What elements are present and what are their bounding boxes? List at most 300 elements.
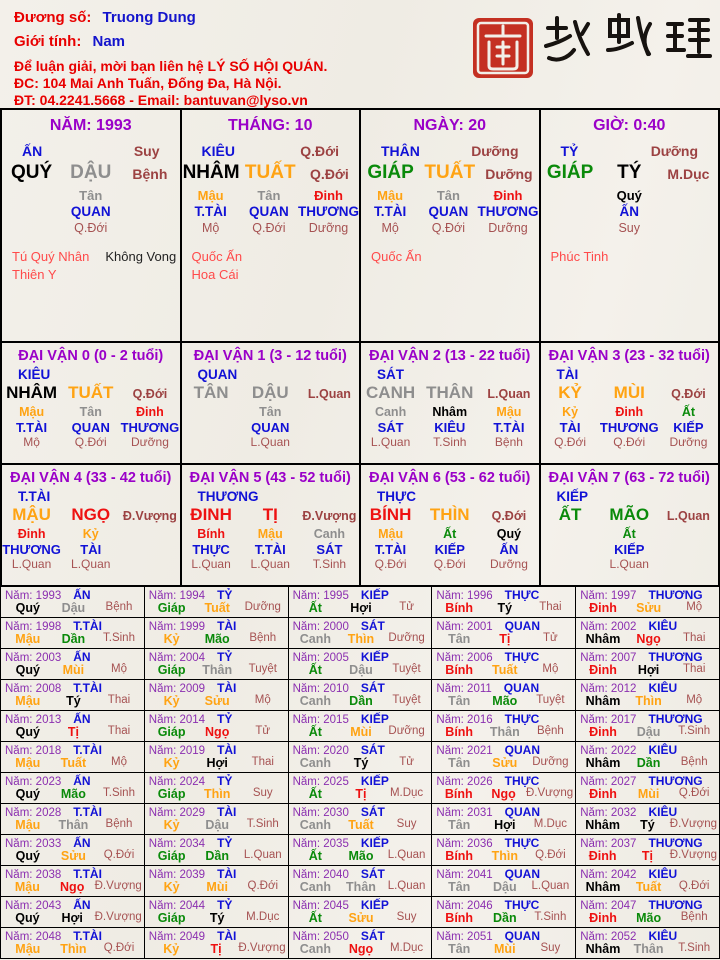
year-stage: T.Sinh: [678, 942, 711, 954]
year-branch: Dậu: [492, 880, 517, 894]
year-stage: Tuyệt: [392, 663, 421, 675]
year-cell: [576, 928, 720, 959]
hidden-ten-god: THƯƠNG: [599, 420, 659, 435]
daivan-cell: [2, 465, 182, 587]
year-stage: Tử: [255, 725, 271, 737]
year-stem: Canh: [299, 756, 332, 770]
year-line-1: [436, 650, 573, 664]
year-cell: [576, 804, 720, 835]
year-branch: Sửu: [204, 694, 230, 708]
owner-label: Đương số:: [14, 9, 92, 26]
year-line-1: [293, 650, 430, 664]
pillar-stage: Q.Đới: [310, 166, 349, 182]
year-line-1: [293, 774, 430, 788]
year-line-2: [149, 694, 286, 708]
year-cell: [1, 587, 145, 618]
year-label: Năm: 2004: [148, 652, 206, 664]
year-label: Năm: 2038: [5, 869, 62, 881]
year-stage: T.Sinh: [246, 818, 279, 830]
year-line-2: [293, 756, 430, 770]
year-stage: Bệnh: [680, 911, 708, 923]
year-branch: Tý: [497, 601, 513, 615]
year-label: Năm: 2044: [148, 900, 206, 912]
year-line-1: [5, 650, 142, 664]
year-stem: Đinh: [589, 601, 617, 615]
year-branch: Dần: [205, 849, 229, 863]
year-stage: Suy: [252, 787, 273, 799]
year-ten-god: T.TÀI: [73, 619, 102, 633]
year-cell: [289, 587, 433, 618]
daivan-top-god: THỰC: [377, 489, 416, 504]
hidden-stem-column: [61, 527, 120, 572]
year-cell: [432, 618, 576, 649]
daivan-title: ĐẠI VẬN 2 (13 - 22 tuổi): [369, 348, 531, 364]
pillar-main-row: [182, 162, 360, 184]
year-line-2: [580, 942, 717, 956]
hidden-stem-column: [2, 405, 61, 450]
pillar-top-row: [361, 143, 539, 159]
daivan-branch: MÃO: [609, 505, 650, 524]
year-stem: Bính: [445, 663, 474, 677]
daivan-main-row: [2, 505, 180, 525]
year-stem: Mậu: [15, 632, 41, 646]
year-ten-god: ẤN: [73, 774, 91, 788]
hidden-stem: Mậu: [257, 527, 283, 541]
hidden-ten-god: T.TÀI: [194, 204, 227, 219]
year-line-2: [149, 942, 286, 956]
year-ten-god: ẤN: [73, 836, 91, 850]
year-branch: Hợi: [350, 601, 372, 615]
pillar-cell: [361, 110, 541, 343]
year-line-2: [293, 849, 430, 863]
year-label: Năm: 2019: [148, 745, 206, 757]
hidden-stem-column: [61, 188, 120, 236]
year-line-2: [436, 849, 573, 863]
hidden-stem: Đinh: [314, 188, 343, 203]
year-branch: Thân: [489, 725, 520, 739]
year-label: Năm: 2041: [436, 869, 493, 881]
year-stage: Tuyệt: [248, 663, 277, 675]
year-line-1: [149, 774, 286, 788]
year-cell: [1, 680, 145, 711]
year-line-1: [436, 619, 573, 633]
year-stem: Mậu: [15, 942, 41, 956]
daivan-cell: [541, 465, 720, 587]
year-branch: Thân: [346, 880, 376, 894]
hidden-ten-god: THƯƠNG: [298, 204, 359, 219]
year-branch: Thân: [633, 942, 664, 956]
star-label: Thiên Y: [12, 267, 57, 282]
year-label: Năm: 2042: [580, 869, 637, 881]
daivan-stem: MẬU: [12, 505, 51, 524]
hidden-stem: Ất: [443, 527, 457, 541]
daivan-stage: Đ.Vượng: [302, 509, 357, 523]
pillar-branch: DẬU: [70, 162, 112, 183]
pillar-stem: GIÁP: [367, 162, 414, 183]
year-stem: Giáp: [157, 663, 186, 677]
hidden-stem: Canh: [374, 405, 407, 419]
year-ten-god: TỶ: [217, 836, 233, 850]
year-line-1: [5, 805, 142, 819]
year-cell: [576, 587, 720, 618]
year-line-1: [580, 867, 717, 881]
year-label: Năm: 2040: [292, 869, 349, 881]
year-branch: Dậu: [61, 601, 86, 615]
pillar-stem: NHÂM: [182, 162, 240, 183]
hidden-stem-column: [541, 405, 600, 450]
year-stage: Q.Đới: [678, 787, 710, 799]
hidden-ten-god: ẤN: [619, 204, 639, 219]
hidden-stem-column: [541, 188, 600, 236]
year-line-1: [149, 867, 286, 881]
year-stem: Giáp: [157, 849, 186, 863]
pillar-title: THÁNG: 10: [228, 117, 313, 134]
daivan-main-row: [541, 383, 719, 403]
year-ten-god: KIÊU: [648, 929, 678, 943]
daivan-stage: L.Quan: [666, 509, 710, 523]
year-label: Năm: 2012: [580, 683, 637, 695]
hidden-ten-god: T.TÀI: [375, 542, 407, 557]
year-line-2: [436, 818, 573, 832]
year-line-2: [5, 849, 142, 863]
daivan-title: ĐẠI VẬN 1 (3 - 12 tuổi): [193, 348, 347, 364]
year-label: Năm: 2033: [5, 838, 62, 850]
year-stem: Đinh: [589, 911, 617, 925]
year-cell: [576, 680, 720, 711]
year-stage: Bệnh: [105, 601, 133, 613]
year-line-2: [5, 663, 142, 677]
pillar-title: NĂM: 1993: [49, 117, 132, 134]
hidden-stem-column: [61, 405, 120, 450]
year-line-2: [5, 818, 142, 832]
hidden-stem: Tân: [257, 188, 281, 203]
year-line-1: [5, 774, 142, 788]
year-line-1: [5, 836, 142, 850]
hidden-stem: Canh: [313, 527, 346, 541]
year-cell: [289, 804, 433, 835]
year-line-2: [436, 756, 573, 770]
hidden-stage: Dưỡng: [130, 435, 169, 449]
year-cell: [1, 773, 145, 804]
year-line-1: [436, 712, 573, 726]
year-branch: Hợi: [61, 911, 83, 925]
year-line-2: [580, 694, 717, 708]
year-ten-god: THƯƠNG: [648, 836, 703, 850]
daivan-main-row: [541, 505, 719, 525]
year-stage: Q.Đới: [247, 880, 279, 892]
year-line-1: [436, 836, 573, 850]
hidden-stem-column: [300, 527, 359, 572]
daivan-branch: DẬU: [251, 383, 289, 402]
year-label: Năm: 2001: [436, 621, 493, 633]
daivan-cell: [361, 465, 541, 587]
year-ten-god: KIÊU: [648, 619, 678, 633]
pillar-main-row: [541, 162, 719, 184]
hidden-ten-god: T.TÀI: [16, 420, 48, 435]
year-ten-god: TÀI: [217, 867, 237, 881]
hidden-stage: Q.Đới: [374, 557, 407, 571]
year-label: Năm: 2036: [436, 838, 493, 850]
year-line-2: [149, 787, 286, 801]
year-label: Năm: 2020: [292, 745, 349, 757]
year-label: Năm: 2034: [148, 838, 206, 850]
year-ten-god: TỶ: [217, 898, 233, 912]
year-stem: Kỷ: [163, 756, 180, 770]
year-label: Năm: 1999: [148, 621, 206, 633]
year-stem: Quý: [15, 725, 40, 739]
daivan-top-row: [541, 489, 719, 504]
hidden-stem: Mậu: [197, 188, 224, 203]
year-stage: Đ.Vượng: [525, 787, 574, 799]
year-branch: Thìn: [347, 632, 375, 646]
year-cell: [145, 773, 289, 804]
year-line-2: [580, 818, 717, 832]
hidden-stem-column: [361, 405, 420, 450]
star-line: [192, 248, 360, 266]
daivan-hidden-stems: [541, 527, 719, 572]
year-stage: Q.Đới: [678, 880, 710, 892]
year-label: Năm: 1994: [148, 590, 206, 602]
year-line-2: [293, 725, 430, 739]
year-stem: Quý: [15, 663, 40, 677]
year-cell: [1, 835, 145, 866]
year-ten-god: KIẾP: [360, 712, 389, 726]
pillar-main-row: [361, 162, 539, 184]
year-line-2: [293, 663, 430, 677]
year-ten-god: TÀI: [217, 681, 237, 695]
year-ten-god: TỶ: [217, 712, 233, 726]
hidden-ten-god: TÀI: [80, 542, 102, 557]
year-line-2: [293, 787, 430, 801]
year-line-2: [436, 725, 573, 739]
hidden-stage: Q.Đới: [74, 221, 108, 235]
year-ten-god: KIẾP: [360, 898, 389, 912]
hidden-stem: Đinh: [17, 527, 46, 541]
year-stem: Quý: [15, 911, 40, 925]
hidden-stem-column: [120, 188, 179, 236]
pillar-main-row: [2, 162, 180, 184]
daivan-cell: [2, 343, 182, 465]
year-stage: Thai: [683, 632, 706, 644]
year-line-1: [149, 619, 286, 633]
star-line: [371, 248, 539, 266]
hidden-stem: Kỷ: [562, 405, 579, 419]
pillar-cell: [182, 110, 362, 343]
year-branch: Mùi: [62, 663, 85, 677]
year-ten-god: T.TÀI: [73, 681, 102, 695]
year-label: Năm: 2023: [5, 776, 62, 788]
year-line-2: [293, 632, 430, 646]
year-ten-god: KIÊU: [648, 743, 678, 757]
year-line-2: [436, 880, 573, 894]
year-stage: L.Quan: [387, 849, 426, 861]
year-ten-god: TÀI: [217, 743, 237, 757]
year-label: Năm: 2028: [5, 807, 62, 819]
pillar-title: GIỜ: 0:40: [593, 117, 666, 134]
year-cell: [289, 866, 433, 897]
daivan-branch: TỊ: [262, 505, 278, 524]
year-branch: Ngọ: [348, 942, 374, 956]
pillar-branch: TUẤT: [424, 162, 476, 183]
year-line-2: [149, 756, 286, 770]
year-stem: Đinh: [588, 849, 617, 863]
year-line-2: [580, 880, 717, 894]
daivan-cell: [361, 343, 541, 465]
year-branch: Tuất: [492, 663, 518, 677]
year-label: Năm: 2021: [436, 745, 493, 757]
year-label: Năm: 2006: [436, 652, 493, 664]
logo-calligraphy: [542, 10, 712, 74]
year-branch: Tý: [353, 756, 369, 770]
year-label: Năm: 1993: [5, 590, 62, 602]
year-stem: Bính: [445, 725, 474, 739]
year-line-1: [436, 588, 573, 602]
hidden-stem-column: [2, 188, 61, 236]
hidden-stem-column: [241, 527, 300, 572]
year-line-2: [5, 787, 142, 801]
year-label: Năm: 2039: [148, 869, 206, 881]
year-line-1: [293, 619, 430, 633]
pillar-top-god: THÂN: [381, 143, 420, 159]
year-line-2: [5, 756, 142, 770]
hidden-stem-column: [600, 188, 659, 236]
daivan-hidden-stems: [361, 405, 539, 450]
year-stage: L.Quan: [243, 849, 282, 861]
pillar-hidden-stems: [361, 188, 539, 236]
daivan-branch: THÌN: [429, 505, 470, 524]
hidden-stem-column: [298, 188, 359, 236]
hidden-ten-god: QUAN: [428, 204, 469, 219]
daivan-top-row: [182, 367, 360, 382]
year-stem: Mậu: [15, 694, 41, 708]
hidden-stage: Q.Đới: [252, 221, 286, 235]
hidden-ten-god: THƯƠNG: [2, 542, 61, 557]
year-label: Năm: 2015: [292, 714, 349, 726]
year-branch: Sửu: [492, 756, 518, 770]
year-cell: [145, 587, 289, 618]
daivan-title: ĐẠI VẬN 7 (63 - 72 tuổi): [548, 470, 710, 486]
daivan-top-row: [182, 489, 360, 504]
year-line-1: [293, 929, 430, 943]
year-line-1: [436, 774, 573, 788]
year-stem: Quý: [15, 787, 40, 801]
year-stem: Bính: [444, 787, 473, 801]
hidden-stem-column: [120, 527, 179, 572]
hidden-stem: Tân: [436, 188, 460, 203]
year-line-1: [5, 588, 142, 602]
year-cell: [576, 618, 720, 649]
pillar-top-god: TỶ: [560, 143, 579, 159]
hidden-stage: L.Quan: [191, 557, 231, 571]
year-line-2: [149, 601, 286, 615]
year-stem: Đinh: [589, 663, 617, 677]
star-label: Phúc Tinh: [550, 249, 609, 264]
pillar-stars: [541, 248, 719, 266]
year-ten-god: KIÊU: [648, 867, 678, 881]
daivan-stem: NHÂM: [6, 383, 58, 402]
year-cell: [1, 897, 145, 928]
logo: [462, 10, 712, 90]
year-cell: [576, 742, 720, 773]
hidden-stem-column: [659, 188, 718, 236]
year-cell: [1, 649, 145, 680]
year-label: Năm: 2017: [580, 714, 637, 726]
hidden-stem: Tân: [259, 405, 282, 419]
year-ten-god: T.TÀI: [73, 805, 102, 819]
year-line-1: [436, 867, 573, 881]
year-stem: Canh: [299, 942, 332, 956]
hidden-stem: Mậu: [378, 527, 404, 541]
pillar-top-row: [2, 143, 180, 159]
daivan-hidden-stems: [2, 405, 180, 450]
year-cell: [1, 866, 145, 897]
year-stage: Mộ: [254, 694, 271, 706]
hidden-ten-god: SÁT: [316, 542, 343, 557]
year-branch: Thân: [202, 663, 233, 677]
year-branch: Hợi: [637, 663, 660, 677]
year-cell: [289, 773, 433, 804]
hidden-stage: Mộ: [201, 221, 220, 235]
star-label: Quốc Ấn: [371, 249, 422, 264]
hidden-stem-column: [182, 527, 241, 572]
pillar-top-god: KIÊU: [201, 143, 235, 159]
year-branch: Tuất: [348, 818, 374, 832]
daivan-stage: Q.Đới: [491, 509, 527, 523]
year-branch: Sửu: [348, 911, 374, 925]
year-branch: Thân: [58, 818, 89, 832]
year-cell: [1, 804, 145, 835]
year-line-1: [149, 743, 286, 757]
year-cell: [1, 928, 145, 959]
year-branch: Hợi: [494, 818, 516, 832]
daivan-stage: Đ.Vượng: [122, 509, 177, 523]
hidden-stem: Tân: [79, 188, 103, 203]
year-cell: [289, 711, 433, 742]
hidden-stage: Q.Đới: [613, 435, 646, 449]
year-stem: Nhâm: [585, 818, 620, 832]
year-line-2: [436, 787, 573, 801]
year-line-1: [580, 650, 717, 664]
year-label: Năm: 2002: [580, 621, 637, 633]
hidden-stem: Mậu: [496, 405, 522, 419]
year-branch: Mùi: [350, 725, 372, 739]
year-line-1: [149, 650, 286, 664]
year-stem: Canh: [299, 818, 332, 832]
year-cell: [145, 866, 289, 897]
year-stem: Ất: [308, 911, 322, 925]
year-label: Năm: 2007: [580, 652, 637, 664]
pillar-top-stage: Suy: [133, 143, 160, 159]
year-cell: [576, 835, 720, 866]
year-branch: Mùi: [494, 942, 516, 956]
daivan-main-row: [361, 505, 539, 525]
daivan-stem: BÍNH: [369, 505, 412, 524]
year-branch: Dần: [61, 632, 86, 646]
star-line: [192, 266, 360, 284]
year-stage: Mộ: [686, 694, 703, 706]
year-stem: Mậu: [14, 880, 40, 894]
pillar-stars: [361, 248, 539, 266]
year-ten-god: KIẾP: [360, 588, 389, 602]
year-line-2: [580, 725, 717, 739]
year-label: Năm: 2027: [580, 776, 637, 788]
daivan-main-row: [182, 505, 360, 525]
year-line-2: [293, 880, 430, 894]
year-branch: Mùi: [637, 787, 660, 801]
year-label: Năm: 2009: [148, 683, 206, 695]
year-ten-god: THƯƠNG: [648, 588, 703, 602]
year-stem: Quý: [15, 601, 40, 615]
